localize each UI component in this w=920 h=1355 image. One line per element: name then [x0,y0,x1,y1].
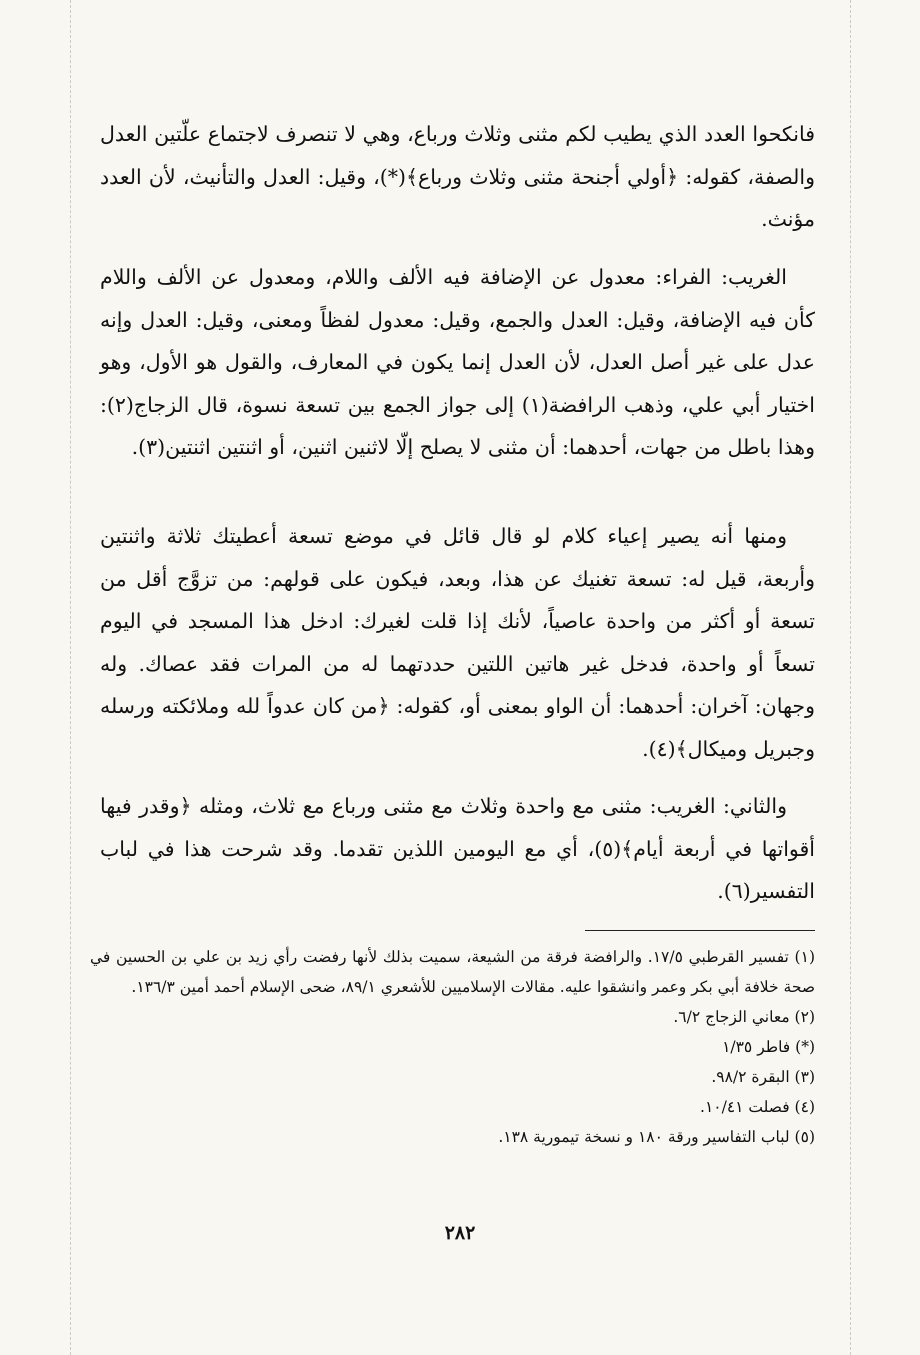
footnotes [90,942,815,1152]
footnote-3: (٣) البقرة ٩٨/٢. [711,1068,815,1086]
binding-mark-right [850,0,851,1355]
footnote-4: (٤) فصلت ١٠/٤١. [700,1098,815,1116]
footnote-1: (١) تفسير القرطبي ١٧/٥. والرافضة فرقة من الشيعة، سميت بذلك لأنها رفضت رأي زيد بن علي بن الحسين في صحة خلافة أبي بكر وعمر وانشقوا عليه. مقالات الإسلاميين للأشعري ٨٩/١، ضحى الإسلام أحمد أمين ١٣٦/٣. [90,948,815,996]
footnote-2: (٢) معاني الزجاج ٦/٢. [673,1008,815,1026]
paragraph-text: الغريب: الفراء: معدول عن الإضافة فيه الألف واللام، ومعدول عن الألف واللام كأن فيه الإضافة، وقيل: العدل والجمع، وقيل: معدول لفظاً ومعنى، وقيل: العدل وإنه عدل على غير أصل العدل، لأن العدل إنما يكون في المعارف، والقول هو الأول، وهو اختيار أبي علي، وذهب الرافضة(١) إلى جواز الجمع بين تسعة نسوة، قال الزجاج(٢): وهذا باطل من جهات، أحدهما: أن مثنى لا يصلح إلّا لاثنين اثنين، أو اثنتين اثنتين(٣). [100,265,815,459]
paragraph-2 [100,256,815,469]
paragraph-4 [100,785,815,913]
paragraph-text: والثاني: الغريب: مثنى مع واحدة وثلاث مع مثنى ورباع مع ثلاث، ومثله ﴿وقدر فيها أقواتها في أربعة أيام﴾(٥)، أي مع اليومين اللذين تقدما. وقد شرحت هذا في لباب التفسير(٦). [100,794,815,903]
page-number: ٢٨٢ [444,1222,476,1244]
paragraph-text: ومنها أنه يصير إعياء كلام لو قال قائل في موضع تسعة أعطيتك ثلاثة واثنتين وأربعة، قيل له: تسعة تغنيك عن هذا، وبعد، فيكون على قولهم: من تزوَّج أقل من تسعة أو أكثر من واحدة عاصياً، لأنك إذا قلت لغيرك: ادخل هذا المسجد في اليوم تسعاً أو واحدة، فدخل غير هاتين اللتين حددتهما له من المرات فقد عصاك. وله وجهان: آخران: أحدهما: أن الواو بمعنى أو، كقوله: ﴿من كان عدواً لله وملائكته ورسله وجبريل وميكال﴾(٤). [100,524,815,761]
footnote-5: (٥) لباب التفاسير ورقة ١٨٠ و نسخة تيمورية ١٣٨. [498,1128,815,1146]
paragraph-text: فانكحوا العدد الذي يطيب لكم مثنى وثلاث ورباع، وهي لا تنصرف لاجتماع علّتين العدل والصفة، كقوله: ﴿أولي أجنحة مثنى وثلاث ورباع﴾(*)، وقيل: العدل والتأنيث، لأن العدد مؤنث. [100,122,815,231]
footnote-star: (*) فاطر ١/٣٥ [722,1038,815,1056]
footnote-separator [585,930,815,931]
paragraph-1 [100,113,815,241]
paragraph-3 [100,515,815,770]
binding-mark-left [70,0,71,1355]
